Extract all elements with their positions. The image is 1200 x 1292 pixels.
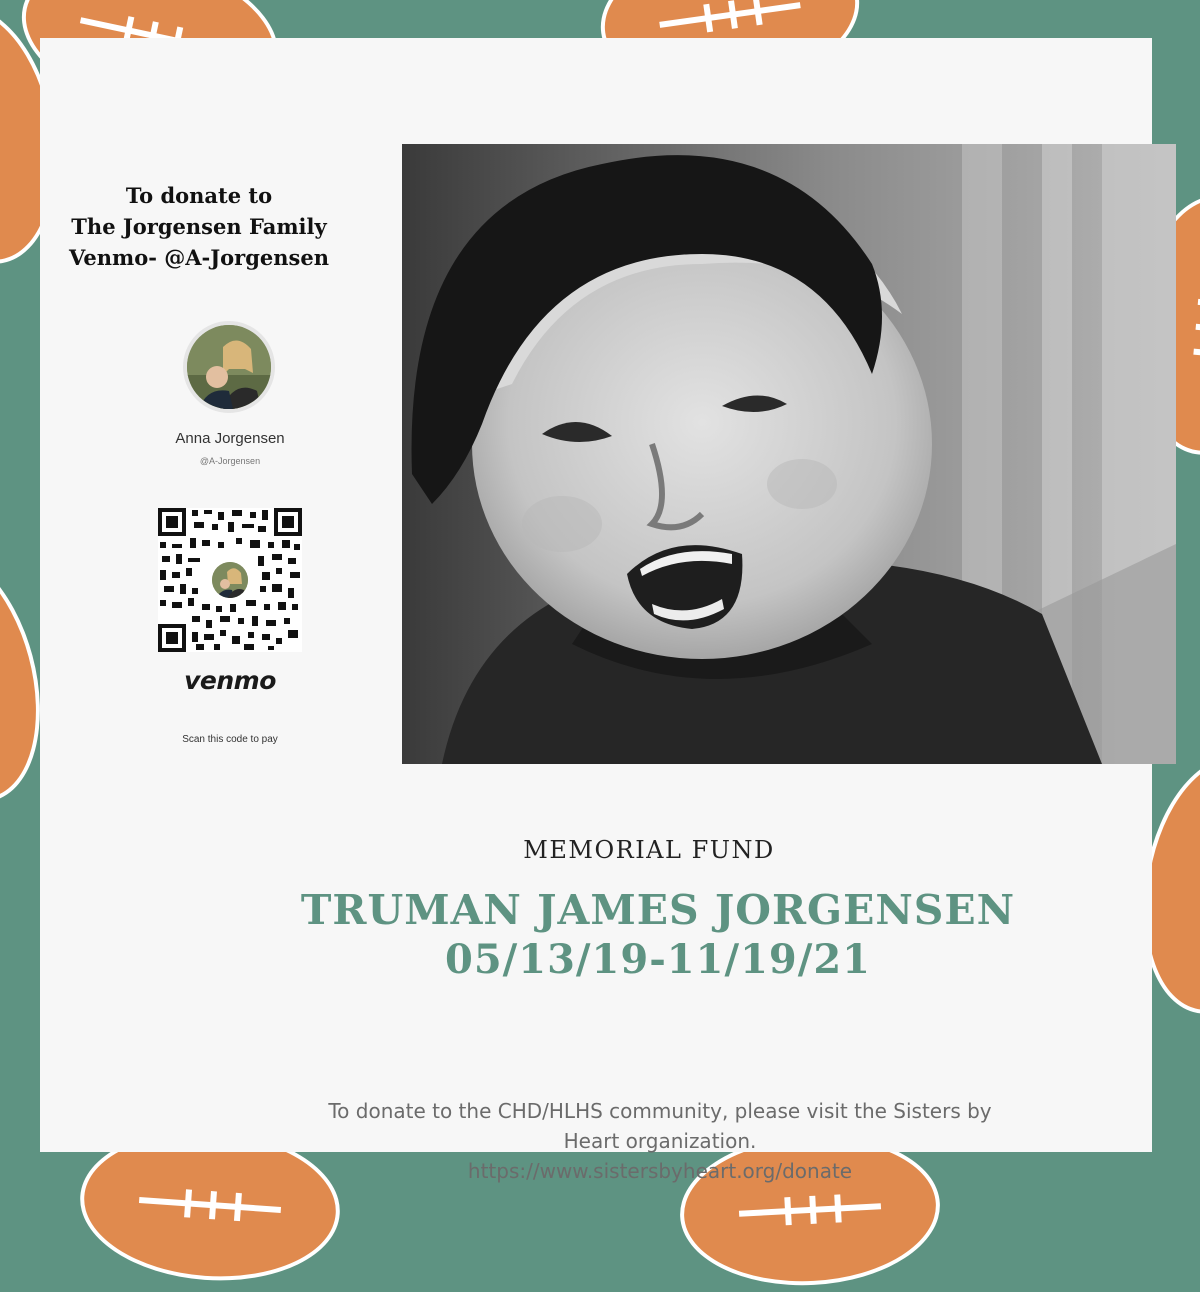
donate-header-line-1: To donate to	[125, 183, 273, 208]
memorial-dates: 05/13/19-11/19/21	[444, 936, 872, 983]
donate-note-line-2: Heart organization.	[563, 1129, 757, 1153]
donate-url[interactable]: https://www.sistersbyheart.org/donate	[467, 1159, 853, 1183]
donate-header-line-3: Venmo- @A-Jorgensen	[68, 245, 330, 270]
venmo-qr-code[interactable]	[158, 508, 302, 652]
donate-note	[280, 1096, 1040, 1186]
donate-header	[40, 180, 358, 273]
profile-name: Anna Jorgensen	[175, 430, 285, 447]
venmo-logo: venmo	[184, 666, 276, 695]
donate-header-line-2: The Jorgensen Family	[71, 214, 327, 239]
memorial-fund-label: MEMORIAL FUND	[523, 836, 775, 864]
donate-note-line-1: To donate to the CHD/HLHS community, please visit the Sisters by	[328, 1099, 992, 1123]
memorial-photo	[402, 144, 1176, 764]
scan-caption: Scan this code to pay	[182, 734, 278, 745]
qr-center-avatar	[208, 558, 252, 602]
avatar	[183, 321, 275, 413]
profile-handle: @A-Jorgensen	[199, 456, 261, 466]
memorial-card	[40, 38, 1152, 1183]
memorial-name: TRUMAN JAMES JORGENSEN	[300, 886, 1016, 934]
